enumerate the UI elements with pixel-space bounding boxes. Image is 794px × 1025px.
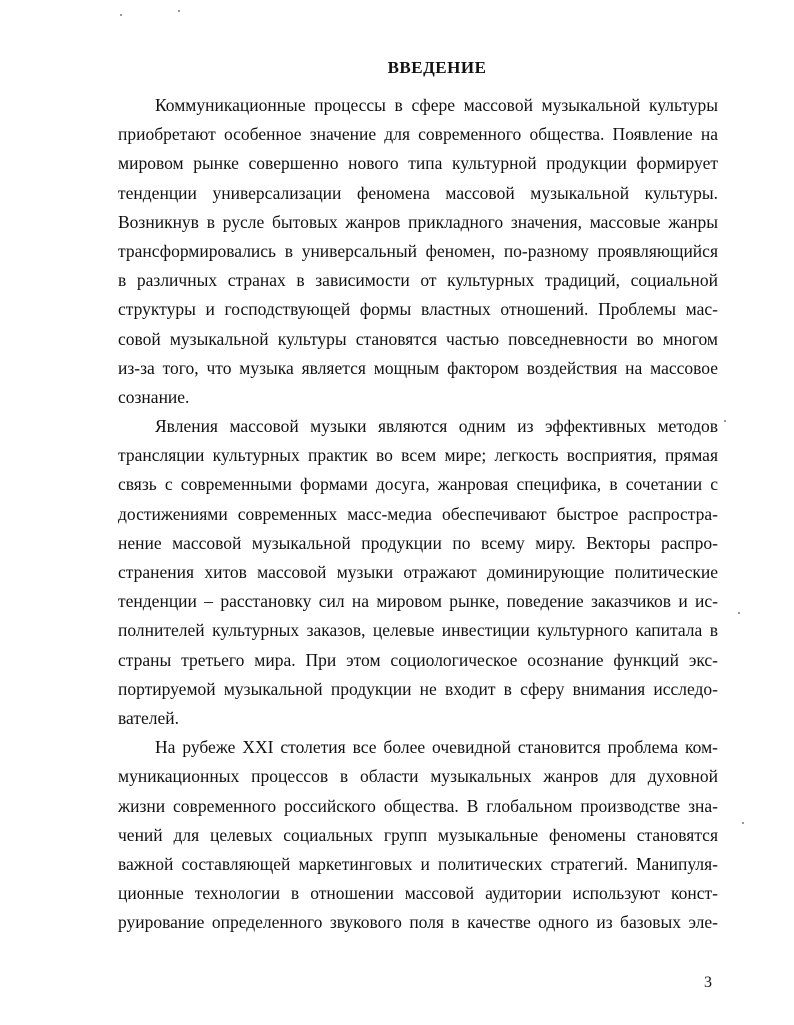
text-line: Явления массовой музыки являются одним из эффективных методов — [155, 416, 718, 437]
text-line: муникационных процессов в области музыкальных жанров для духовной — [118, 766, 718, 787]
text-line: полнителей культурных заказов, целевые инвестиции культурного капитала в — [118, 620, 718, 641]
text-line: тенденции – расстановку сил на мировом рынке, поведение заказчиков и ис- — [118, 591, 718, 612]
text-line: чений для целевых социальных групп музыкальные феномены становятся — [118, 824, 718, 845]
text-line: вателей. — [118, 707, 180, 728]
text-line: трансляции культурных практик во всем мире; легкость восприятия, прямая — [118, 445, 718, 466]
text-line: Коммуникационные процессы в сфере массовой музыкальной культуры — [155, 95, 718, 115]
page-number: 3 — [704, 974, 712, 991]
text-line: странения хитов массовой музыки отражают доминирующие политические — [118, 562, 718, 582]
scan-speck — [724, 420, 726, 422]
scan-speck — [738, 612, 740, 614]
scan-speck — [120, 14, 122, 16]
text-line: трансформировались в универсальный феномен, по-разному проявляющийся — [118, 240, 718, 261]
text-line: совой музыкальной культуры становятся частью повседневности во многом — [118, 328, 718, 349]
text-line: мировом рынке совершенно нового типа культурной продукции формирует — [118, 153, 718, 174]
text-line: ционные технологии в отношении массовой аудитории используют конст- — [118, 883, 718, 904]
text-line: нение массовой музыкальной продукции по всему миру. Векторы распро- — [118, 532, 718, 553]
text-line: достижениями современных масс-медиа обеспечивают быстрое распростра- — [118, 503, 718, 524]
page-title: ВВЕДЕНИЕ — [387, 58, 487, 77]
text-line: структуры и господствующей формы властных отношений. Проблемы мас- — [118, 299, 718, 320]
text-line: страны третьего мира. При этом социологическое осознание функций экс- — [118, 649, 718, 670]
scan-speck — [742, 822, 744, 824]
text-line: На рубеже XXI столетия все более очевидной становится проблема ком- — [155, 737, 718, 758]
text-line: руирование определенного звукового поля в качестве одного из базовых эле- — [118, 912, 718, 933]
text-line: Возникнув в русле бытовых жанров прикладного значения, массовые жанры — [118, 211, 718, 232]
scan-speck — [178, 10, 180, 12]
text-line: портируемой музыкальной продукции не входит в сферу внимания исследо- — [118, 678, 718, 699]
text-line: жизни современного российского общества. В глобальном производстве зна- — [118, 795, 718, 816]
text-line: связь с современными формами досуга, жанровая специфика, в сочетании с — [118, 474, 718, 495]
text-line: приобретают особенное значение для современного общества. Появление на — [118, 124, 718, 145]
text-line: сознание. — [118, 386, 190, 407]
text-line: тенденции универсализации феномена массовой музыкальной культуры. — [118, 182, 718, 203]
text-line: из-за того, что музыка является мощным фактором воздействия на массовое — [118, 357, 718, 378]
body-text — [118, 91, 718, 937]
text-line: в различных странах в зависимости от культурных традиций, социальной — [118, 270, 718, 291]
text-line: важной составляющей маркетинговых и политических стратегий. Манипуля- — [118, 853, 718, 874]
